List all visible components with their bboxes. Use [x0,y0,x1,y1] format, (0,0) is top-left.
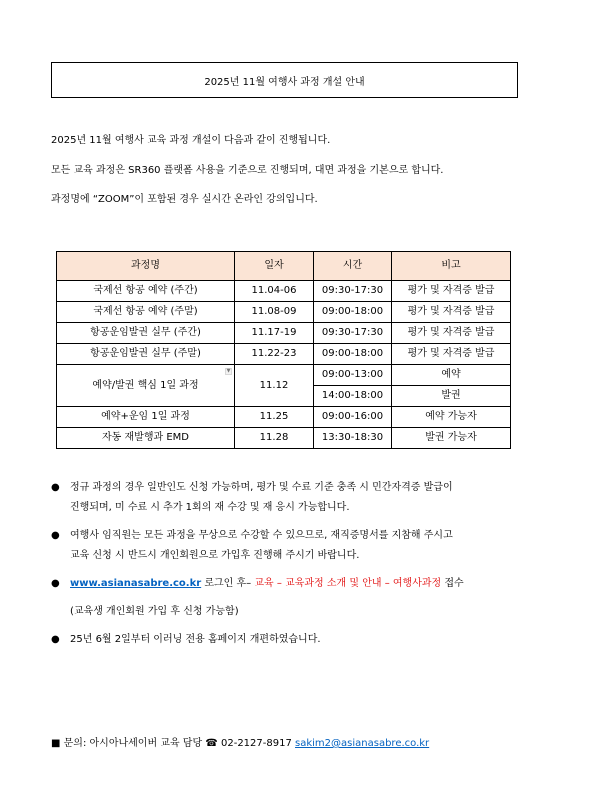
note-cell: 평가 및 자격증 발급 [392,323,511,344]
note-item-staff [51,526,531,566]
square-bullet-icon: ■ [51,738,61,749]
intro-line-1: 2025년 11월 여행사 교육 과정 개설이 다음과 같이 진행됩니다. [51,135,331,146]
date-cell: 11.25 [235,407,314,428]
intro-line-3: 과정명에 “ZOOM”이 포함된 경우 실시간 온라인 강의입니다. [51,194,318,205]
table-row [57,323,511,344]
note-cell: 발권 가능자 [392,428,511,449]
notes-list [51,478,531,650]
note-text-end: 접수 [441,578,464,589]
bullet-icon: ● [51,530,60,541]
phone-icon: ☎ [205,738,218,749]
table-row [57,428,511,449]
note-text: 진행되며, 미 수료 시 추가 1회의 재 수강 및 재 응시 가능합니다. [70,502,350,513]
contact-label: 문의: 아시아나세이버 교육 담당 [63,738,203,749]
time-cell: 09:30-17:30 [314,281,392,302]
note-text: 여행사 임직원는 모든 과정을 무상으로 수강할 수 있으므로, 재직증명서를 지참해 주시고 [70,530,453,541]
note-text [70,574,531,594]
note-cell: 평가 및 자격증 발급 [392,302,511,323]
contact-email-link[interactable]: sakim2@asianasabre.co.kr [295,738,430,749]
header-note: 비고 [392,252,511,281]
merged-course-label: 예약/발권 핵심 1일 과정 [92,379,199,391]
date-cell: 11.08-09 [235,302,314,323]
date-cell: 11.22-23 [235,344,314,365]
time-cell: 14:00-18:00 [314,386,392,407]
note-item-eligibility [51,478,531,518]
table-header-row [57,252,511,281]
note-cell: 예약 [392,365,511,386]
course-schedule-table [56,251,511,449]
header-date: 일자 [235,252,314,281]
time-cell: 09:00-16:00 [314,407,392,428]
course-cell: 자동 재발행과 EMD [57,428,235,449]
note-cell: 발권 [392,386,511,407]
time-cell: 13:30-18:30 [314,428,392,449]
document-title-box [51,62,518,98]
course-cell: 국제선 항공 예약 (주간) [57,281,235,302]
note-text: 정규 과정의 경우 일반인도 신청 가능하며, 평가 및 수료 기준 충족 시 민간자격증 발급이 [70,482,453,493]
document-title: 2025년 11월 여행사 과정 개설 안내 [204,76,365,88]
note-cell: 평가 및 자격증 발급 [392,344,511,365]
note-cell: 예약 가능자 [392,407,511,428]
course-cell: 항공운임발권 실무 (주간) [57,323,235,344]
course-cell-merged [57,365,235,407]
bullet-icon: ● [51,634,60,645]
note-item-registration [51,574,531,622]
contact-phone: 02-2127-8917 [220,738,292,749]
time-cell: 09:00-18:00 [314,302,392,323]
cell-dropdown-handle-icon[interactable]: ▼ [226,368,231,374]
table-row [57,302,511,323]
table-row [57,344,511,365]
note-item-elearning [51,630,531,650]
date-cell: 11.17-19 [235,323,314,344]
date-cell: 11.04-06 [235,281,314,302]
website-link[interactable]: www.asianasabre.co.kr [70,578,202,589]
course-cell: 국제선 항공 예약 (주말) [57,302,235,323]
time-cell: 09:00-18:00 [314,344,392,365]
time-cell: 09:00-13:00 [314,365,392,386]
note-text: 교육 신청 시 반드시 개인회원으로 가입후 진행해 주시기 바랍니다. [70,550,360,561]
table-row [57,407,511,428]
bullet-icon: ● [51,482,60,493]
header-course: 과정명 [57,252,235,281]
table-row [57,365,511,386]
intro-line-2: 모든 교육 과정은 SR360 플랫폼 사용을 기준으로 진행되며, 대면 과정을 기본으로 합니다. [51,165,444,176]
note-text: (교육생 개인회원 가입 후 신청 가능함) [70,606,239,617]
note-text-mid: 로그인 후– [201,578,255,589]
bullet-icon: ● [51,578,60,589]
menu-path-text: 교육 – 교육과정 소개 및 안내 – 여행사과정 [254,578,442,589]
note-cell: 평가 및 자격증 발급 [392,281,511,302]
contact-footer [51,734,429,749]
date-cell-merged: 11.12 [235,365,314,407]
header-time: 시간 [314,252,392,281]
course-cell: 항공운임발권 실무 (주말) [57,344,235,365]
note-text: 25년 6월 2일부터 이러닝 전용 홈페이지 개편하였습니다. [70,634,321,645]
table-row [57,281,511,302]
time-cell: 09:30-17:30 [314,323,392,344]
course-cell: 예약+운임 1일 과정 [57,407,235,428]
date-cell: 11.28 [235,428,314,449]
